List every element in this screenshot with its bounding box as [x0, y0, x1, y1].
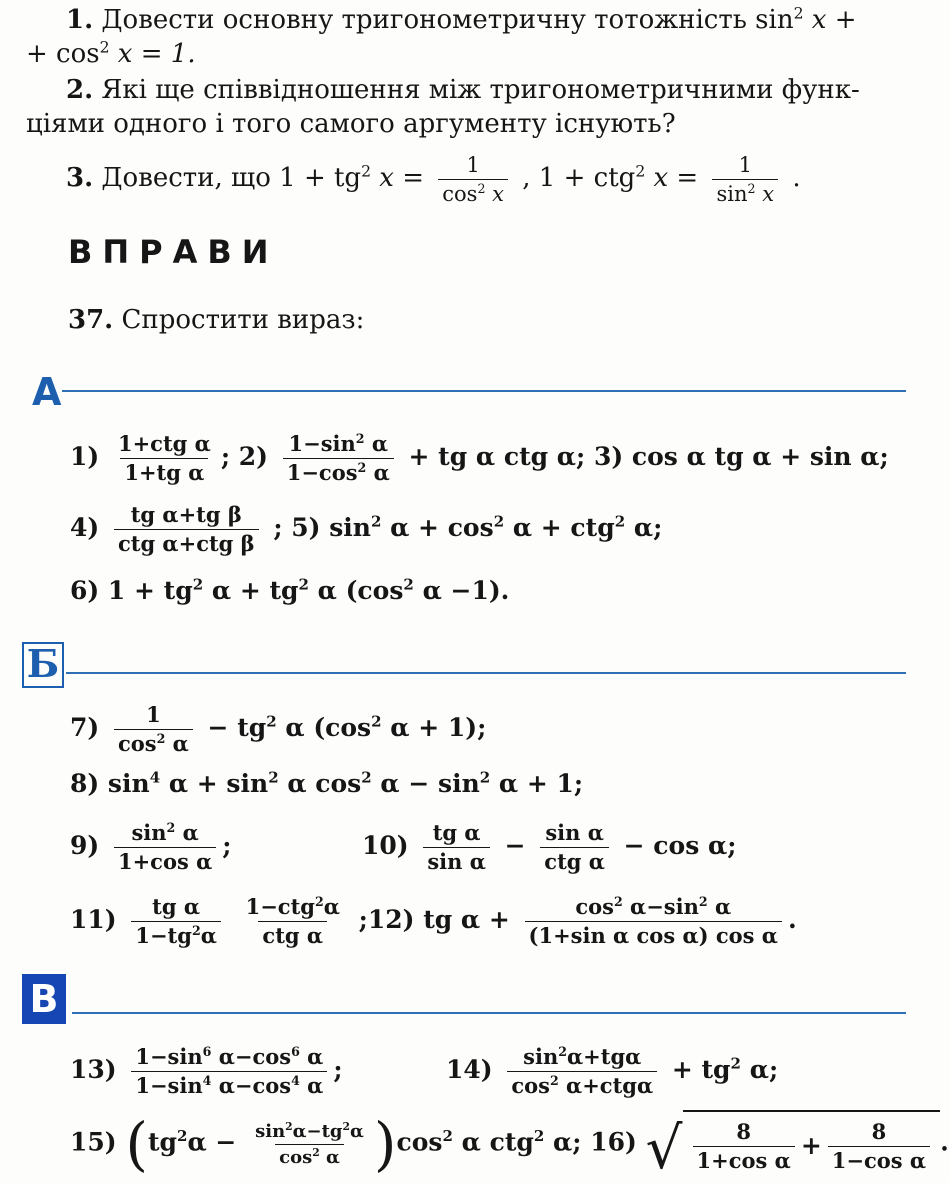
radicand: $\frac{8}{\text{1+cos α}}$ + $\frac{8}{\text{1−cos α}}$	[683, 1110, 941, 1178]
denominator: $\sin^2 x$	[712, 179, 778, 206]
question-1-text-c: + cos	[26, 39, 100, 69]
level-a-badge: А	[32, 370, 62, 414]
numerator: 8	[736, 1118, 751, 1144]
numerator: 8	[871, 1118, 887, 1144]
numerator: sin α	[545, 820, 604, 845]
level-b-badge: Б	[22, 642, 64, 688]
exercise-row-11-12: 11) $\frac{\text{tg α}}{1-tg^2\alpha}$ $\frac{1-ctg^2\alpha}{\text{ctg α}}$ ;12) tg α + $\frac{\cos^2 \alpha-\sin^2 \alpha}{\text{(1+sin α cos α) cos α}}$ .	[70, 894, 797, 948]
numerator: tg α	[152, 894, 201, 919]
question-1-text: Довести основну тригонометричну тотожність sin	[101, 5, 794, 35]
square-root	[645, 1110, 941, 1182]
question-1-line-2	[26, 38, 196, 70]
denominator: sin α	[423, 847, 490, 874]
denominator: ctg α	[258, 921, 327, 948]
fraction	[114, 503, 259, 556]
fraction	[438, 153, 508, 206]
exercise-13: 13) $\frac{1-\sin^6 \alpha-\cos^6 \alpha}{1-\sin^4 \alpha-\cos^4 \alpha}$ ;	[70, 1044, 343, 1098]
numerator: tg α	[432, 820, 481, 845]
exercise-row-2: 4) $\frac{\text{tg α+tg β}}{\text{ctg α+ctg β}}$ ; 5) $\sin^2 \alpha + \cos^2 \alpha + ctg^2$ α;	[70, 502, 663, 556]
exercise-4-number: 4)	[70, 513, 100, 542]
exponent: 2	[793, 4, 804, 23]
fraction	[828, 1120, 930, 1173]
numerator: $1-\sin^6$ $\alpha-\cos^6$ α	[135, 1044, 324, 1069]
exercise-3: 3) cos α tg α + sin α;	[593, 442, 889, 471]
level-divider	[72, 1012, 906, 1014]
denominator: ctg α+ctg β	[114, 529, 259, 556]
exercise-row-15-16: 15) ($tg^2\alpha$ − $\frac{\sin^2\alpha-tg^2\alpha}{\cos^2 \alpha}$ )$\cos^2$ α ctg$^2$ α; 16) √ $\frac{8}{\text{1+cos α}}$ + $\frac{8}{\text{1−cos α}}$ .	[70, 1110, 949, 1182]
question-2-line-1	[66, 74, 860, 106]
denominator: 1+tg α	[120, 458, 208, 485]
question-3-text-d: x =	[653, 163, 699, 193]
question-3-text-b: x =	[379, 163, 424, 193]
fraction	[507, 1045, 657, 1098]
question-3	[66, 148, 801, 208]
numerator: $1-\sin^2$ α	[288, 431, 389, 456]
exercise-9: 9) $\frac{\sin^2 \alpha}{\text{1+cos α}}$ ;	[70, 820, 232, 874]
exercise-14: 14) $\frac{\sin^2\alpha+tg\alpha}{\cos^2 \alpha+ctg\alpha}$ + $tg^2$ α;	[446, 1044, 779, 1098]
question-3-text-c: , 1 + ctg	[522, 163, 636, 193]
fraction	[114, 432, 215, 485]
task-text: Спростити вираз:	[121, 305, 365, 335]
right-paren: )	[373, 1110, 397, 1178]
fraction	[242, 895, 344, 948]
fraction	[423, 821, 490, 874]
exercise-1-number: 1)	[70, 442, 100, 471]
question-3-text: Довести, що 1 + tg	[101, 163, 362, 193]
numerator: 1	[146, 702, 161, 727]
question-2-number: 2.	[66, 75, 94, 105]
question-2-line-2	[26, 108, 676, 140]
denominator: $\cos^2 x$	[438, 179, 508, 206]
fraction	[712, 153, 778, 206]
fraction	[131, 1045, 327, 1098]
question-3-end: .	[792, 163, 801, 193]
denominator: $1-tg^2\alpha$	[131, 921, 221, 948]
denominator: 1+cos α	[114, 847, 216, 874]
exponent: 2	[635, 162, 646, 181]
denominator: ctg α	[540, 847, 609, 874]
question-3-number: 3.	[66, 163, 94, 193]
denominator: $\cos^2 \alpha+ctg\alpha$	[507, 1071, 657, 1098]
exercise-8: 8) $\sin^4 \alpha + \sin^2 \alpha$ $\cos^2 \alpha - \sin^2 \alpha + 1$;	[70, 768, 584, 798]
exercise-7: 7) $\frac{1}{\cos^2 \alpha}$ − $tg^2$ α ($\cos^2$ α + 1);	[70, 702, 487, 756]
denominator: 1−cos α	[828, 1146, 930, 1173]
fraction	[525, 895, 782, 948]
question-1-text-b: x +	[811, 5, 857, 35]
numerator: 1	[738, 152, 752, 177]
radical-sign: √	[645, 1114, 683, 1182]
numerator: 1+ctg α	[117, 431, 211, 456]
exercise-2-number: 2)	[238, 442, 268, 471]
fraction	[114, 821, 216, 874]
level-divider	[66, 672, 906, 674]
fraction	[693, 1120, 795, 1173]
separator: ;	[220, 442, 231, 471]
exercise-2-tail: + tg α ctg α;	[408, 442, 586, 471]
fraction	[283, 432, 394, 485]
numerator: tg α+tg β	[130, 502, 242, 527]
numerator: $\cos^2 \alpha-\sin^2$ α	[575, 894, 732, 919]
denominator: (1+sin α cos α) cos α	[525, 921, 782, 948]
fraction	[131, 895, 221, 948]
section-title: ВПРАВИ	[68, 233, 279, 271]
question-1-text-d: x = 1.	[117, 39, 196, 69]
left-paren: (	[125, 1110, 148, 1178]
question-1-number: 1.	[66, 5, 94, 35]
denominator: $\cos^2 \alpha$	[275, 1144, 344, 1168]
denominator: $1-\sin^4$ $\alpha-\cos^4$ α	[131, 1071, 327, 1098]
question-2-text: Які ще співвідношення між тригонометричними функ-	[101, 75, 860, 105]
numerator: 1	[466, 152, 480, 177]
exponent: 2	[361, 162, 372, 181]
numerator: $\sin^2 \alpha$	[131, 820, 199, 845]
exponent: 2	[99, 38, 110, 57]
level-v-badge: В	[22, 974, 66, 1024]
fraction	[114, 703, 193, 756]
denominator: $1-\cos^2$ α	[283, 458, 394, 485]
task-number: 37.	[68, 305, 114, 335]
question-2-text-b: ціями одного і того самого аргументу існують?	[26, 109, 676, 139]
level-divider	[62, 390, 906, 392]
question-1-line-1	[66, 4, 856, 36]
task-37	[68, 304, 364, 336]
denominator: 1+cos α	[693, 1146, 795, 1173]
numerator: $\sin^2\alpha+tg\alpha$	[523, 1044, 642, 1069]
numerator: 1−ctg$^2$α	[245, 894, 340, 919]
denominator: $\cos^2 \alpha$	[114, 729, 193, 756]
numerator: $\sin^2\alpha-tg^2\alpha$	[255, 1119, 364, 1142]
fraction	[540, 821, 609, 874]
exercise-6: 6) $1 + tg^2$ $\alpha + tg^2$ α ($\cos^2$ α −1).	[70, 575, 510, 605]
fraction	[251, 1121, 368, 1168]
exercise-row-1	[70, 425, 889, 489]
exercise-5-start: ; 5) sin	[273, 513, 371, 542]
exercise-10: 10) $\frac{\text{tg α}}{\text{sin α}}$ − $\frac{\text{sin α}}{\text{ctg α}}$ − cos α;	[362, 820, 737, 874]
